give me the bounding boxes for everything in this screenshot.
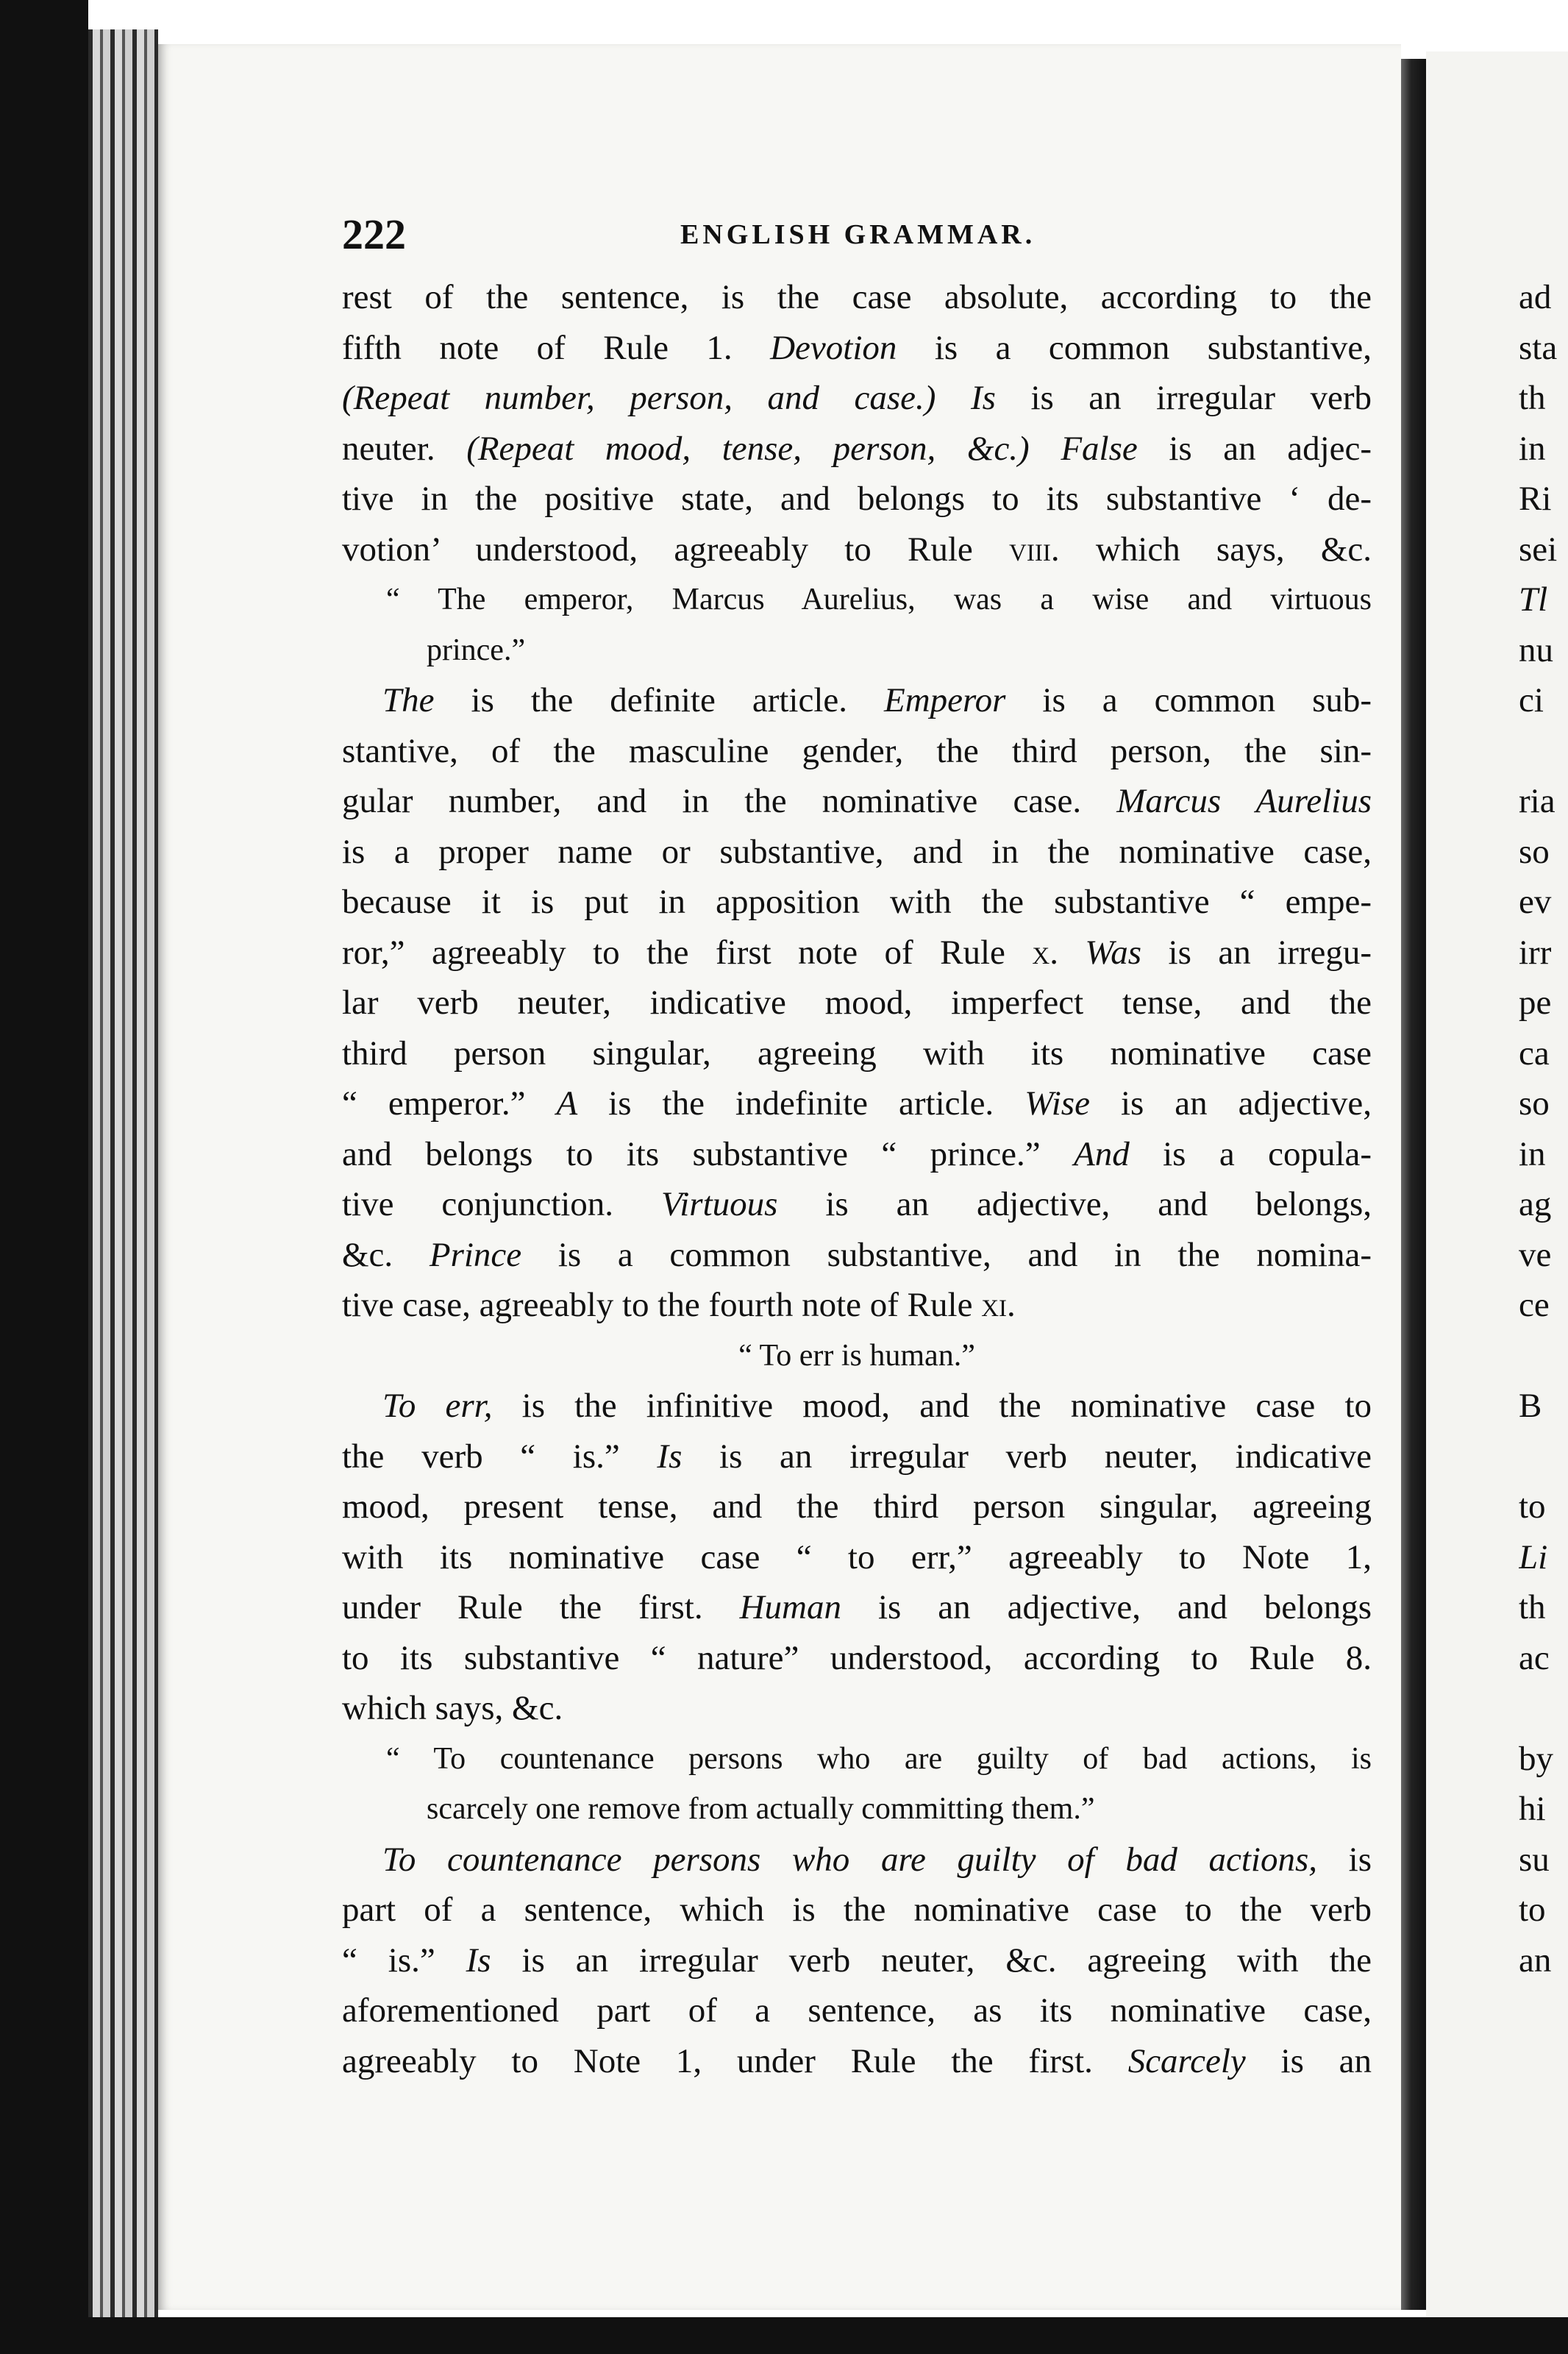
facing-fragment: irr xyxy=(1519,933,1552,972)
text-line: To err, is the infinitive mood, and the nominative case to xyxy=(382,1387,1372,1425)
quotation: prince.” xyxy=(427,633,526,667)
facing-fragment: th xyxy=(1519,379,1546,417)
scan-border-bottom xyxy=(0,2317,1568,2354)
text-line: the verb “ is.” Is is an irregular verb neuter, indicative xyxy=(342,1437,1372,1476)
scan-border-left xyxy=(0,0,88,2354)
facing-fragment: Ri xyxy=(1519,480,1552,518)
text-line: &c. Prince is a common substantive, and in the nomina- xyxy=(342,1235,1372,1274)
facing-page-text xyxy=(1519,272,1568,1985)
text-line: fifth note of Rule 1. Devotion is a common substantive, xyxy=(342,328,1372,367)
text-line: gular number, and in the nominative case. Marcus Aurelius xyxy=(342,782,1372,820)
text-line: “ emperor.” A is the indefinite article. Wise is an adjective, xyxy=(342,1084,1372,1123)
book-gutter xyxy=(1401,59,1426,2310)
facing-fragment: ad xyxy=(1519,278,1552,316)
facing-fragment: B xyxy=(1519,1387,1542,1425)
text-line: part of a sentence, which is the nominative case to the verb xyxy=(342,1891,1372,1929)
page-header xyxy=(342,210,1372,269)
facing-fragment: su xyxy=(1519,1840,1550,1879)
facing-fragment: an xyxy=(1519,1941,1552,1980)
text-line: third person singular, agreeing with its nominative case xyxy=(342,1034,1372,1073)
quotation: scarcely one remove from actually committing them.” xyxy=(427,1792,1095,1826)
page-number: 222 xyxy=(342,210,406,258)
facing-fragment: pe xyxy=(1519,984,1552,1022)
page-edges xyxy=(88,29,158,2317)
text-line: with its nominative case “ to err,” agreeably to Note 1, xyxy=(342,1537,1372,1576)
text-line: tive in the positive state, and belongs to its substantive ‘ de- xyxy=(342,480,1372,518)
text-line: To countenance persons who are guilty of bad actions, is xyxy=(382,1840,1372,1879)
running-title: ENGLISH GRAMMAR. xyxy=(680,219,1036,250)
facing-fragment: sei xyxy=(1519,530,1558,569)
facing-fragment: to xyxy=(1519,1891,1546,1929)
facing-fragment xyxy=(1519,1432,1568,1482)
text-line: rest of the sentence, is the case absolute, according to the xyxy=(342,278,1372,316)
text-line: to its substantive “ nature” understood, according to Rule 8. xyxy=(342,1638,1372,1677)
text-line: mood, present tense, and the third person singular, agreeing xyxy=(342,1487,1372,1526)
text-line: tive conjunction. Virtuous is an adjective, and belongs, xyxy=(342,1185,1372,1223)
facing-fragment: to xyxy=(1519,1487,1546,1526)
text-line: “ is.” Is is an irregular verb neuter, &c. agreeing with the xyxy=(342,1941,1372,1980)
text-line: (Repeat number, person, and case.) Is is an irregular verb xyxy=(342,379,1372,417)
text-line: neuter. (Repeat mood, tense, person, &c.) False is an adjec- xyxy=(342,429,1372,468)
text-line: tive case, agreeably to the fourth note of Rule xi. xyxy=(342,1286,1016,1324)
facing-fragment: by xyxy=(1519,1739,1553,1778)
facing-fragment: ci xyxy=(1519,681,1544,719)
facing-fragment: so xyxy=(1519,832,1550,871)
facing-fragment: ac xyxy=(1519,1638,1550,1677)
text-line: and belongs to its substantive “ prince.” And is a copula- xyxy=(342,1134,1372,1173)
text-line: The is the definite article. Emperor is a common sub- xyxy=(382,681,1372,719)
text-line: because it is put in apposition with the substantive “ empe- xyxy=(342,883,1372,921)
facing-fragment: so xyxy=(1519,1084,1550,1123)
quotation: “ To err is human.” xyxy=(738,1338,975,1373)
facing-fragment: ria xyxy=(1519,782,1555,820)
facing-fragment: Li xyxy=(1519,1537,1548,1576)
text-line: votion’ understood, agreeably to Rule viii. which says, &c. xyxy=(342,530,1372,569)
page-body xyxy=(342,272,1372,2086)
facing-fragment xyxy=(1519,1331,1568,1382)
facing-fragment xyxy=(1519,1683,1568,1734)
quotation: “ To countenance persons who are guilty of bad actions, is xyxy=(386,1741,1372,1776)
facing-fragment xyxy=(1519,726,1568,777)
text-line: stantive, of the masculine gender, the third person, the sin- xyxy=(342,731,1372,770)
facing-fragment: ca xyxy=(1519,1034,1550,1073)
text-line: under Rule the first. Human is an adjective, and belongs xyxy=(342,1588,1372,1626)
text-line: ror,” agreeably to the first note of Rule x. Was is an irregu- xyxy=(342,933,1372,972)
quotation: “ The emperor, Marcus Aurelius, was a wise and virtuous xyxy=(386,583,1372,616)
facing-fragment: in xyxy=(1519,1134,1546,1173)
text-line: which says, &c. xyxy=(342,1689,563,1727)
facing-fragment: nu xyxy=(1519,630,1553,669)
facing-fragment: ev xyxy=(1519,883,1552,921)
text-line: aforementioned part of a sentence, as its nominative case, xyxy=(342,1991,1372,2030)
text-line: lar verb neuter, indicative mood, imperfect tense, and the xyxy=(342,984,1372,1022)
facing-fragment: sta xyxy=(1519,328,1558,367)
facing-fragment: Tl xyxy=(1519,580,1548,619)
facing-fragment: hi xyxy=(1519,1790,1546,1828)
facing-fragment: ce xyxy=(1519,1286,1550,1324)
text-line: agreeably to Note 1, under Rule the first. Scarcely is an xyxy=(342,2041,1372,2080)
text-line: is a proper name or substantive, and in the nominative case, xyxy=(342,832,1372,871)
facing-fragment: th xyxy=(1519,1588,1546,1626)
facing-fragment: in xyxy=(1519,429,1546,468)
facing-fragment: ve xyxy=(1519,1235,1552,1274)
facing-fragment: ag xyxy=(1519,1185,1552,1223)
